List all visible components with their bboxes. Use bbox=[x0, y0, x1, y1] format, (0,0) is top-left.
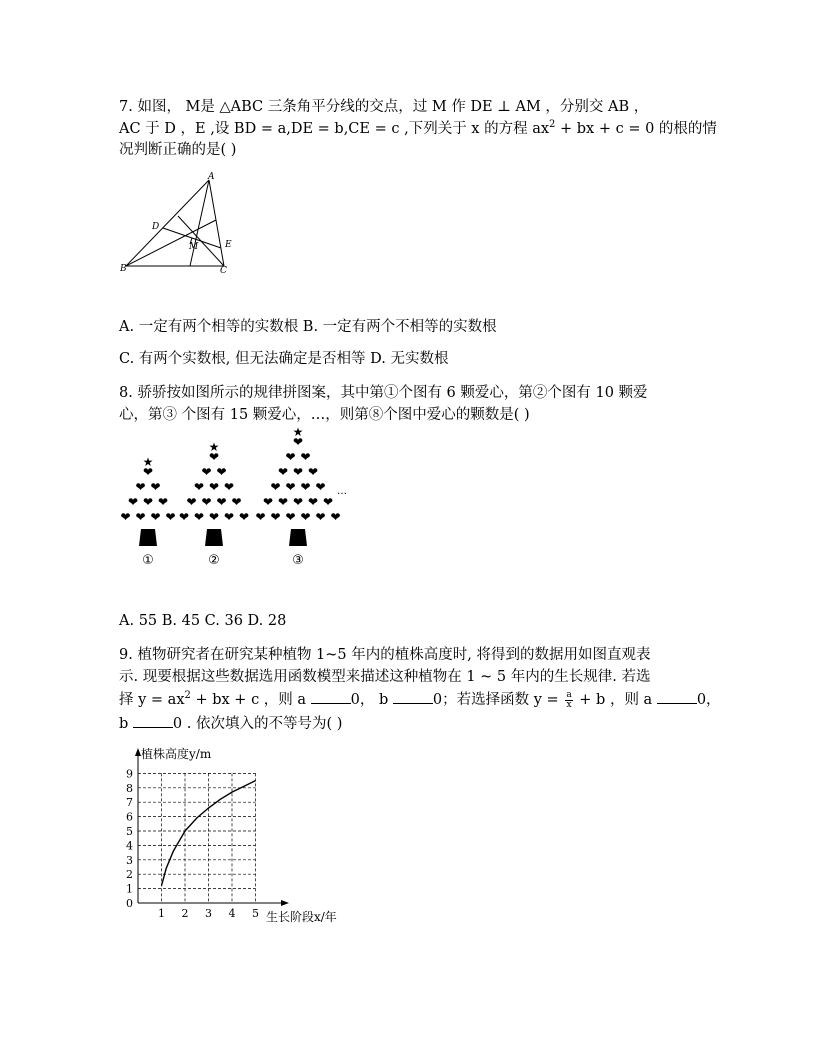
heart-icon: ❤ bbox=[270, 510, 281, 524]
heart-icon: ❤ bbox=[223, 480, 235, 494]
y-tick-label: 5 bbox=[126, 825, 133, 838]
heart-icon: ❤ bbox=[292, 495, 304, 509]
vertex-a-label: A bbox=[208, 172, 215, 182]
q7-options-1: A. 一定有两个相等的实数根 B. 一定有两个不相等的实数根 bbox=[119, 319, 497, 335]
answer-blank-2[interactable] bbox=[393, 689, 433, 704]
x-axis-label: 生长阶段x/年 bbox=[266, 910, 337, 924]
heart-icon: ❤ bbox=[142, 465, 154, 479]
point-d-label: D bbox=[152, 222, 160, 232]
x-tick-label: 3 bbox=[205, 907, 212, 920]
x-axis-arrow-icon bbox=[281, 900, 289, 906]
q9-line-2: 示. 现要根据这些数据选用函数模型来描述这种植物在 1 ~ 5 年内的生长规律. 若选 bbox=[119, 669, 651, 685]
figure-label-3: ③ bbox=[292, 553, 304, 568]
q9-text: b bbox=[119, 716, 133, 732]
heart-icon: ❤ bbox=[315, 510, 326, 524]
star-icon: ★ bbox=[292, 425, 304, 439]
x-tick-label: 1 bbox=[158, 907, 165, 920]
point-m-label: M bbox=[189, 242, 199, 252]
star-icon: ★ bbox=[142, 455, 154, 469]
y-tick-label: 1 bbox=[126, 882, 133, 896]
q7-options-2: C. 有两个实数根, 但无法确定是否相等 D. 无实数根 bbox=[119, 351, 449, 367]
heart-icon: ❤ bbox=[307, 495, 319, 509]
y-tick-label: 8 bbox=[126, 781, 133, 795]
heart-icon: ❤ bbox=[315, 480, 326, 494]
heart-icon: ❤ bbox=[216, 495, 227, 509]
vertex-c-label: C bbox=[220, 266, 227, 276]
y-tick-label: 7 bbox=[126, 796, 133, 810]
q7-line-3: 况判断正确的是( ) bbox=[119, 142, 237, 158]
y-tick-label: 9 bbox=[126, 767, 133, 781]
figure-label-2: ② bbox=[208, 553, 220, 568]
heart-icon: ❤ bbox=[157, 495, 169, 509]
q9-text: 0， b bbox=[350, 692, 393, 708]
triangle-figure bbox=[118, 172, 248, 274]
tree-pot bbox=[205, 529, 223, 546]
q9-text: 择 y = ax bbox=[119, 692, 185, 708]
point-e-label: E bbox=[225, 240, 232, 250]
heart-tree-figures bbox=[118, 425, 358, 570]
q8-line-2: 心，第③ 个图有 15 颗爱心，…，则第⑧个图中爱心的颗数是( ) bbox=[119, 407, 530, 423]
q9-line-1: 9. 植物研究者在研究某种植物 1~5 年内的植株高度时, 将得到的数据用如图直观表 bbox=[119, 647, 651, 663]
answer-blank-1[interactable] bbox=[311, 689, 351, 704]
fraction-denominator: x bbox=[566, 699, 572, 710]
q8-line-1: 8. 骄骄按如图所示的规律拼图案，其中第①个图有 6 颗爱心，第②个图有 10 颗爱 bbox=[119, 385, 648, 401]
heart-icon: ❤ bbox=[277, 495, 289, 509]
vertex-b-label: B bbox=[120, 264, 127, 274]
heart-icon: ❤ bbox=[135, 480, 146, 494]
heart-icon: ❤ bbox=[135, 510, 146, 524]
heart-icon: ❤ bbox=[201, 465, 212, 479]
q7-exponent: 2 bbox=[549, 119, 556, 131]
q8-options: A. 55 B. 45 C. 36 D. 28 bbox=[119, 613, 287, 629]
y-tick-label: 4 bbox=[126, 839, 133, 853]
growth-chart bbox=[115, 745, 365, 930]
q9-text: 0 . 依次填入的不等号为( ) bbox=[172, 716, 343, 732]
heart-icon: ❤ bbox=[231, 495, 242, 509]
heart-icon: ❤ bbox=[178, 510, 190, 524]
heart-icon: ❤ bbox=[216, 465, 227, 479]
fraction-numerator: a bbox=[566, 689, 572, 700]
y-tick-label: 3 bbox=[126, 853, 133, 867]
q7-line-2-main: AC 于 D ，E ,设 BD = a,DE = b,CE = c ,下列关于 x 的方程 ax bbox=[119, 121, 550, 137]
q7-line-2-tail: + bx + c = 0 的根的情 bbox=[555, 121, 717, 137]
heart-icon: ❤ bbox=[142, 495, 154, 509]
x-tick-label: 2 bbox=[181, 907, 189, 920]
answer-blank-4[interactable] bbox=[133, 713, 173, 728]
heart-icon: ❤ bbox=[150, 480, 161, 494]
figure-label-1: ① bbox=[142, 553, 154, 568]
tree-pot bbox=[139, 529, 157, 546]
heart-icon: ❤ bbox=[277, 465, 289, 479]
heart-icon: ❤ bbox=[255, 510, 266, 524]
q9-exponent: 2 bbox=[184, 690, 191, 702]
q7-line-1: 7. 如图， M是 △ABC 三条角平分线的交点，过 M 作 DE ⊥ AM ，分别交 AB ， bbox=[119, 99, 649, 115]
heart-icon: ❤ bbox=[307, 465, 319, 479]
q9-text: + bx + c ，则 a bbox=[190, 692, 311, 708]
heart-icon: ❤ bbox=[270, 480, 281, 494]
heart-icon: ❤ bbox=[322, 495, 334, 509]
heart-icon: ❤ bbox=[292, 435, 304, 449]
fraction-a-over-x bbox=[565, 691, 572, 710]
ellipsis: … bbox=[337, 486, 347, 497]
y-axis-label: 植株高度y/m bbox=[141, 747, 212, 761]
q9-line-3 bbox=[119, 689, 721, 710]
heart-icon: ❤ bbox=[262, 495, 274, 509]
heart-icon: ❤ bbox=[223, 510, 235, 524]
heart-icon: ❤ bbox=[120, 510, 131, 524]
y-tick-label: 6 bbox=[126, 810, 133, 824]
x-tick-label: 5 bbox=[252, 907, 259, 920]
heart-icon: ❤ bbox=[127, 495, 139, 509]
x-tick-label: 4 bbox=[228, 907, 236, 920]
q9-line-4 bbox=[119, 713, 342, 734]
heart-icon: ❤ bbox=[193, 480, 205, 494]
heart-icon: ❤ bbox=[208, 450, 220, 464]
tree-pot bbox=[289, 529, 307, 546]
heart-icon: ❤ bbox=[300, 510, 311, 524]
heart-icon: ❤ bbox=[208, 480, 220, 494]
heart-icon: ❤ bbox=[285, 480, 296, 494]
star-icon: ★ bbox=[208, 440, 220, 454]
y-tick-label: 0 bbox=[126, 897, 133, 910]
heart-icon: ❤ bbox=[300, 450, 311, 464]
heart-icon: ❤ bbox=[186, 495, 197, 509]
q9-text: + b ，则 a bbox=[574, 692, 657, 708]
q7-line-2 bbox=[119, 119, 717, 139]
heart-trees bbox=[120, 425, 340, 546]
heart-icon: ❤ bbox=[292, 465, 304, 479]
heart-icon: ❤ bbox=[201, 495, 212, 509]
q9-text: 0， bbox=[696, 692, 721, 708]
answer-blank-3[interactable] bbox=[657, 689, 697, 704]
y-tick-label: 2 bbox=[126, 868, 133, 882]
heart-icon: ❤ bbox=[208, 510, 220, 524]
heart-icon: ❤ bbox=[285, 510, 296, 524]
heart-icon: ❤ bbox=[238, 510, 250, 524]
heart-icon: ❤ bbox=[330, 510, 341, 524]
heart-icon: ❤ bbox=[150, 510, 161, 524]
q9-text: 0；若选择函数 y = bbox=[432, 692, 564, 708]
heart-icon: ❤ bbox=[193, 510, 205, 524]
heart-icon: ❤ bbox=[285, 450, 296, 464]
heart-icon: ❤ bbox=[165, 510, 176, 524]
heart-icon: ❤ bbox=[300, 480, 311, 494]
